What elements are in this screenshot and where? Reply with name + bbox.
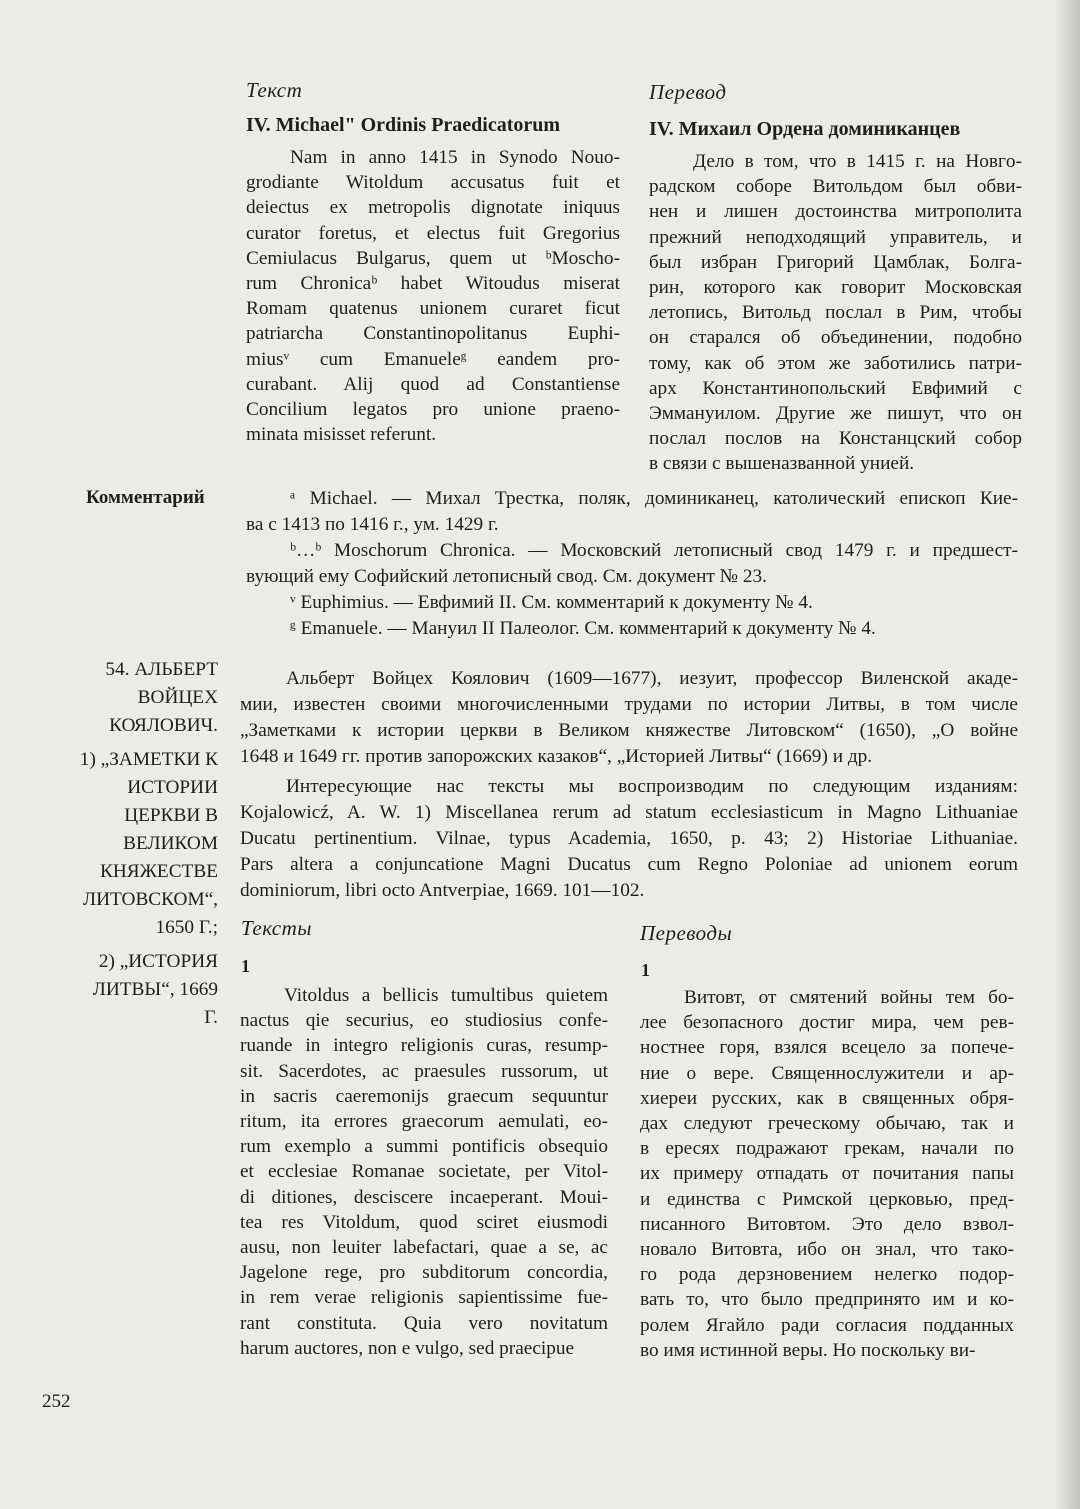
commentary-note-line: вующий ему Софийский летописный свод. См. документ № 23. xyxy=(246,566,767,587)
text-line: во имя истинной веры. Но поскольку ви- xyxy=(640,1339,976,1361)
text-line: в связи с вышеназванной унией. xyxy=(649,453,915,475)
text-line: ние о вере. Священнослужители и ар- xyxy=(640,1062,1014,1084)
sidebar-entry-title xyxy=(20,656,218,740)
translation-number: 1 xyxy=(641,960,650,980)
text-line: и единства с Римской церковью, пред- xyxy=(640,1188,1014,1210)
intro-paragraphs xyxy=(240,666,1018,904)
sidebar-line: ВЕЛИКОМ xyxy=(123,833,218,854)
text-heading: Текст xyxy=(246,78,303,102)
russian-translation-column xyxy=(649,149,1022,477)
text-line: прежний неподходящий управитель, и xyxy=(649,226,1022,248)
sidebar-line: ЛИТВЫ“, 1669 xyxy=(92,979,218,1000)
intro-line: Pars altera a conjuncatione Magni Ducatus cum Regno Poloniae ad unionem eorum xyxy=(240,854,1018,875)
commentary-note-line: ᵛ Euphimius. — Евфимий II. См. комментарий к документу № 4. xyxy=(290,592,813,613)
text-line: лее безопасного достиг мира, чем рев- xyxy=(640,1012,1014,1034)
intro-line: „Заметками к истории церкви в Великом княжестве Литовском“ (1650), „О войне xyxy=(240,720,1018,741)
text-line: Витовт, от смятений войны тем бо- xyxy=(684,987,1014,1008)
sidebar-work2 xyxy=(20,948,218,1032)
text-line: deiectus ex metropolis dignotate iniquus xyxy=(246,197,620,219)
sidebar-line: 54. АЛЬБЕРТ xyxy=(105,659,218,680)
latin-text-column-2 xyxy=(240,983,608,1361)
latin-title: IV. Michael" Ordinis Praedicatorum xyxy=(246,114,561,136)
russian-translation-column-2 xyxy=(640,985,1014,1363)
text-line: patriarcha Constantinopolitanus Euphi- xyxy=(246,323,620,345)
sidebar-line: 1) „ЗАМЕТКИ К xyxy=(79,749,218,770)
intro-line: Ducatu pertinentium. Vilnae, typus Academia, 1650, p. 43; 2) Historiae Lithuaniae. xyxy=(240,828,1018,849)
text-line: rum exemplo a summi pontificis obsequio xyxy=(240,1136,608,1158)
page-binding-shadow xyxy=(1054,0,1080,1509)
commentary-label: Комментарий xyxy=(86,487,205,508)
commentary-note-line: ва с 1413 по 1416 г., ум. 1429 г. xyxy=(246,514,499,535)
text-line: их примеру отпадать от почитания папы xyxy=(640,1163,1014,1185)
sidebar-line: ЛИТОВСКОМ“, xyxy=(83,889,218,910)
text-line: sit. Sacerdotes, ac praesules russorum, ut xyxy=(240,1060,608,1082)
text-line: ностнее горя, взялся всецело за попече- xyxy=(640,1037,1014,1059)
sidebar-line: Г. xyxy=(204,1007,218,1028)
text-line: ролем Ягайло ради согласия подданных xyxy=(640,1314,1014,1336)
text-line: rum Chronicaᵇ habet Witoudus miserat xyxy=(246,273,620,295)
intro-line: Интересующие нас тексты мы воспроизводим по следующим изданиям: xyxy=(286,776,1018,797)
intro-line: Альберт Войцех Коялович (1609—1677), иезуит, профессор Виленской акаде- xyxy=(286,668,1018,689)
commentary-note-line: ᵍ Emanuele. — Мануил II Палеолог. См. комментарий к документу № 4. xyxy=(290,618,876,639)
text-line: Jagelone rege, pro subditorum concordia, xyxy=(240,1262,608,1284)
latin-text-column xyxy=(246,145,620,447)
text-line: rant constituta. Quia vero novitatum xyxy=(240,1312,608,1334)
text-line: был избран Григорий Цамблак, Болга- xyxy=(649,251,1022,273)
text-line: хиереи русских, как в священных обря- xyxy=(640,1087,1014,1109)
text-line: harum auctores, non e vulgo, sed praecipue xyxy=(240,1337,575,1359)
text-line: grodiante Witoldum accusatus fuit et xyxy=(246,172,620,194)
text-line: curabant. Alij quod ad Constantiense xyxy=(246,373,620,395)
text-line: Эммануилом. Другие же пишут, что он xyxy=(649,403,1022,425)
text-line: в ересях подражают грекам, начали по xyxy=(640,1138,1014,1160)
text-line: tea res Vitoldum, quod sciret eiusmodi xyxy=(240,1211,608,1233)
text-line: послал послов на Констанцский собор xyxy=(649,428,1022,450)
page-number: 252 xyxy=(42,1391,71,1412)
text-line: рин, которого как говорит Московская xyxy=(649,277,1022,299)
sidebar-line: 2) „ИСТОРИЯ xyxy=(98,951,218,972)
text-line: писанного Витовтом. Это дело взвол- xyxy=(640,1213,1014,1235)
text-line: ritum, ita errores graecorum aemulati, eo- xyxy=(240,1111,608,1133)
text-line: Cemiulacus Bulgarus, quem ut ᵇMoscho- xyxy=(246,247,620,269)
sidebar-line: ЦЕРКВИ В xyxy=(124,805,218,826)
intro-line: dominiorum, libri octo Antverpiae, 1669. 101—102. xyxy=(240,880,645,901)
text-line: дах следуют греческому обычаю, так и xyxy=(640,1113,1014,1135)
text-line: Romam quatenus unionem curaret ficut xyxy=(246,298,620,320)
text-line: нен и лишен достоинства митрополита xyxy=(649,201,1022,223)
text-line: Дело в том, что в 1415 г. на Новгo- xyxy=(693,151,1022,172)
sidebar-line: КНЯЖЕСТВЕ xyxy=(100,861,218,882)
text-line: вать то, что было предпринято им и ко- xyxy=(640,1289,1014,1311)
text-line: miusᵛ cum Emanueleᵍ eandem pro- xyxy=(246,348,620,370)
text-line: летопись, Витольд послал в Рим, чтобы xyxy=(649,302,1022,324)
sidebar-entry xyxy=(20,656,218,1038)
intro-line: Kojalowicź, A. W. 1) Miscellanea rerum ad statum ecclesiasticum in Magno Lithuaniae xyxy=(240,802,1018,823)
text-line: тому, как об этом же заботились патри- xyxy=(649,352,1022,374)
text-line: minata misisset referunt. xyxy=(246,424,437,446)
text-line: Concilium legatos pro unione praeno- xyxy=(246,399,620,421)
commentary-notes xyxy=(246,486,1018,642)
text-line: новало Витовта, ибо он знал, что тако- xyxy=(640,1239,1014,1261)
text-line: ausu, non leuiter labefactari, quae a se, ac xyxy=(240,1237,608,1259)
commentary-note-line: ᵇ…ᵇ Moschorum Chronica. — Московский летописный свод 1479 г. и предшест- xyxy=(290,540,1018,561)
russian-title: IV. Михаил Ордена доминиканцев xyxy=(649,118,961,140)
text-line: ruande in integro religionis curas, resump- xyxy=(240,1035,608,1057)
text-line: Vitoldus a bellicis tumultibus quietem xyxy=(284,985,608,1006)
text-line: го рода дерзновением нелегко подор- xyxy=(640,1264,1014,1286)
text-line: in sacris caeremonijs graecum sequuntur xyxy=(240,1085,608,1107)
text-line: curator foretus, et electus fuit Gregorius xyxy=(246,222,620,244)
text-number: 1 xyxy=(241,956,250,976)
sidebar-line: КОЯЛОВИЧ. xyxy=(109,715,218,736)
intro-line: мии, известен своими многочисленными трудами по истории Литвы, в том числе xyxy=(240,694,1018,715)
text-line: di ditiones, desciscere incaeperant. Moui- xyxy=(240,1186,608,1208)
text-line: Nam in anno 1415 in Synodo Nouo- xyxy=(290,147,620,168)
text-line: nactus qie securius, eo studiosius confe- xyxy=(240,1010,608,1032)
text-line: in rem verae religionis sapientissime fue- xyxy=(240,1287,608,1309)
translations-heading: Переводы xyxy=(640,921,733,945)
texts-heading: Тексты xyxy=(241,916,312,940)
commentary-note-line: ᵃ Michael. — Михал Трестка, поляк, доминиканец, католический епископ Кие- xyxy=(290,488,1018,509)
sidebar-line: ВОЙЦЕХ xyxy=(137,687,218,708)
sidebar-line: ИСТОРИИ xyxy=(127,777,218,798)
sidebar-line: 1650 Г.; xyxy=(155,917,218,938)
text-line: он старался об объединении, подобно xyxy=(649,327,1022,349)
sidebar-work1 xyxy=(20,746,218,942)
text-line: арх Константинопольский Евфимий с xyxy=(649,377,1022,399)
translation-heading: Перевод xyxy=(649,80,727,104)
intro-line: 1648 и 1649 гг. против запорожских казаков“, „Историей Литвы“ (1669) и др. xyxy=(240,746,873,767)
text-line: et ecclesiae Romanae societate, per Vitol- xyxy=(240,1161,608,1183)
text-line: радском соборе Витольдом был обви- xyxy=(649,176,1022,198)
